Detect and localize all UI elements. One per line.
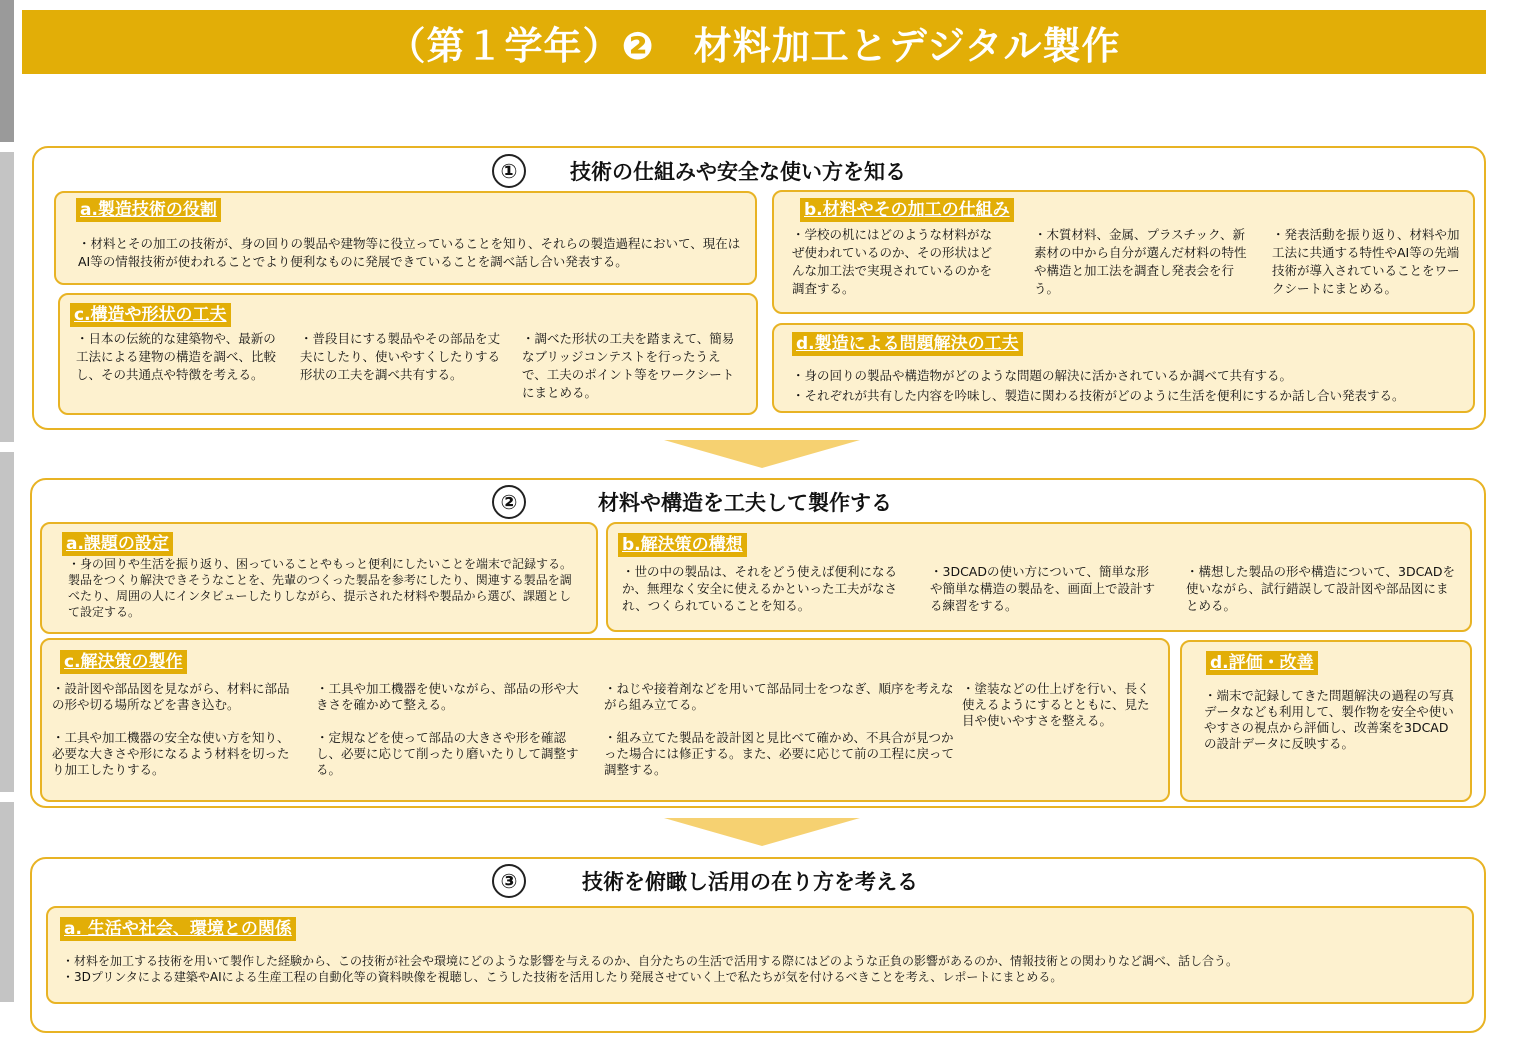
box-text: ・端末で記録してきた問題解決の過程の写真データなども利用して、製作物を安全や使いやすさの視点から評価し、改善案を3DCADの設計データに反映する。 [1204,688,1455,751]
section-title: 材料や構造を工夫して製作する [598,491,892,515]
box-label: c.解決策の製作 [60,650,187,674]
section-number: ② [492,485,526,519]
title-bar [22,10,1486,74]
box-label: b.材料やその加工の仕組み [800,198,1014,222]
down-arrow-icon [664,440,860,468]
section-3-header [492,864,918,898]
box-label: d.評価・改善 [1206,651,1318,675]
box-text: ・工具や加工機器を使いながら、部品の形や大きさを確かめて整える。 [316,681,579,712]
box-label: a. 生活や社会、環境との関係 [60,917,296,941]
box-text: ・設計図や部品図を見ながら、材料に部品の形や切る場所などを書き込む。 [52,681,290,712]
box-text: ・構想した製品の形や構造について、3DCADを使いながら、試行錯誤して設計図や部品図にまとめる。 [1186,564,1455,613]
down-arrow-icon [664,818,860,846]
box-text: ・身の回りや生活を振り返り、困っていることやもっと便利にしたいことを端末で記録する。製品をつくり解決できそうなことを、先輩のつくった製品を参考にしたり、関連する製品を調べたり、周囲の人にインタビューしたりしながら、提示された材料や製品から選び、課題として設定する。 [68,557,573,619]
box-text: ・学校の机にはどのような材料がなぜ使われているのか、その形状はどんな加工法で実現されているのかを調査する。 [792,227,993,296]
box-label: d.製造による問題解決の工夫 [792,332,1023,356]
page-title: （第１学年）❷ 材料加工とデジタル製作 [387,23,1121,68]
box-text: ・世の中の製品は、それをどう使えば便利になるか、無理なく安全に使えるかといった工夫がなされ、つくられていることを知る。 [622,564,898,613]
box-text: ・日本の伝統的な建築物や、最新の工法による建物の構造を調べ、比較し、その共通点や特徴を考える。 [76,331,277,382]
box-label: c.構造や形状の工夫 [70,303,231,327]
box-text: ・組み立てた製品を設計図と見比べて確かめ、不具合が見つかった場合には修正する。また、必要に応じて前の工程に戻って調整する。 [604,730,955,777]
box-text: ・調べた形状の工夫を踏まえて、簡易なブリッジコンテストを行ったうえで、工夫のポイント等をワークシートにまとめる。 [522,331,735,400]
section-title: 技術を俯瞰し活用の在り方を考える [582,870,918,894]
box-text: ・定規などを使って部品の大きさや形を確認し、必要に応じて削ったり磨いたりして調整する。 [316,730,579,777]
box-label: a.課題の設定 [62,532,173,556]
box-label: b.解決策の構想 [618,533,747,557]
box-text: ・木質材料、金属、プラスチック、新素材の中から自分が選んだ材料の特性や構造と加工法を調査し発表会を行う。 [1034,227,1247,296]
section-2-header [492,485,892,519]
box-text: ・普段目にする製品やその部品を丈夫にしたり、使いやすくしたりする形状の工夫を調べ共有する。 [300,331,501,382]
box-text: ・発表活動を振り返り、材料や加工法に共通する特性やAI等の先端技術が導入されていることをワークシートにまとめる。 [1272,227,1460,296]
box-text: ・材料とその加工の技術が、身の回りの製品や建物等に役立っていることを知り、それらの製造過程において、現在はAI等の情報技術が使われることでより便利なものに発展できていることを調べ話し合い発表する。 [78,236,741,269]
box-text: ・3DCADの使い方について、簡単な形や簡単な構造の製品を、画面上で設計する練習をする。 [930,564,1156,613]
box-text: ・ねじや接着剤などを用いて部品同士をつなぎ、順序を考えながら組み立てる。 [604,681,954,712]
box-text: ・材料を加工する技術を用いて製作した経験から、この技術が社会や環境にどのような影響を与えるのか、自分たちの生活で活用する際にはどのような正負の影響があるのか、情報技術との関わりなど調べ、話し合う。 [62,954,1239,968]
left-edge-marker [0,0,14,142]
box-text: ・それぞれが共有した内容を吟味し、製造に関わる技術がどのように生活を便利にするか話し合い発表する。 [792,388,1405,403]
box-text: ・塗装などの仕上げを行い、長く使えるようにするとともに、見た目や使いやすさを整える。 [962,681,1150,728]
section-1-header [492,154,906,188]
left-edge-marker [0,152,14,442]
box-text: ・身の回りの製品や構造物がどのような問題の解決に活かされているか調べて共有する。 [792,368,1293,383]
section-number: ③ [492,864,526,898]
box-label: a.製造技術の役割 [76,198,221,222]
section-title: 技術の仕組みや安全な使い方を知る [570,160,906,184]
section-number: ① [492,154,526,188]
box-text: ・工具や加工機器の安全な使い方を知り、必要な大きさや形になるよう材料を切ったり加工したりする。 [52,730,290,777]
left-edge-marker [0,802,14,1002]
box-text: ・3Dプリンタによる建築やAIによる生産工程の自動化等の資料映像を視聴し、こうした技術を活用したり発展させていく上で私たちが気を付けるべきことを考え、レポートにまとめる。 [62,970,1063,984]
left-edge-marker [0,452,14,792]
